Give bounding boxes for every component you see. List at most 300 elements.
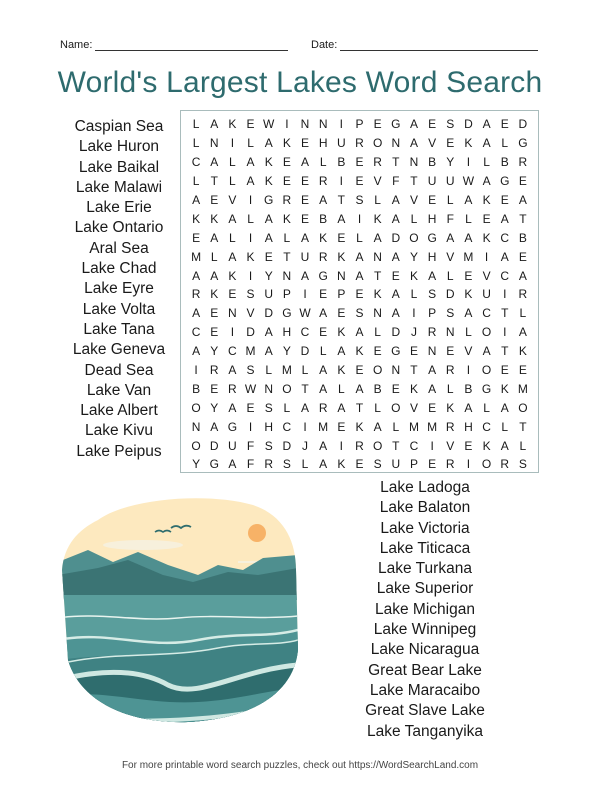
grid-cell[interactable]: M (517, 381, 528, 396)
grid-cell[interactable]: N (391, 363, 401, 378)
grid-cell[interactable]: N (373, 306, 382, 321)
grid-cell[interactable]: A (500, 249, 509, 264)
grid-cell[interactable]: A (319, 381, 328, 396)
grid-cell[interactable]: U (445, 174, 455, 189)
grid-cell[interactable]: E (355, 363, 364, 378)
grid-cell[interactable]: A (301, 155, 310, 170)
grid-cell[interactable]: G (481, 381, 492, 396)
grid-cell[interactable]: A (518, 193, 527, 207)
grid-cell[interactable]: R (318, 249, 328, 264)
grid-cell[interactable]: L (446, 381, 454, 396)
grid-cell[interactable]: C (409, 438, 419, 453)
grid-cell[interactable]: Y (409, 249, 418, 264)
grid-cell[interactable]: D (391, 230, 401, 245)
grid-cell[interactable]: S (518, 457, 527, 472)
grid-cell[interactable]: B (192, 381, 201, 396)
grid-cell[interactable]: E (301, 174, 310, 189)
grid-cell[interactable]: A (210, 155, 219, 170)
grid-cell[interactable]: E (210, 193, 219, 207)
grid-cell[interactable]: E (246, 117, 255, 132)
grid-cell[interactable]: L (519, 438, 527, 453)
grid-cell[interactable]: S (428, 287, 437, 302)
grid-cell[interactable]: I (339, 438, 343, 453)
grid-cell[interactable]: N (318, 117, 328, 132)
grid-cell[interactable]: I (303, 287, 307, 302)
grid-cell[interactable]: T (283, 249, 291, 264)
grid-cell[interactable]: A (500, 211, 509, 226)
grid-cell[interactable]: K (355, 344, 364, 359)
grid-cell[interactable]: B (464, 381, 473, 396)
grid-cell[interactable]: C (500, 268, 510, 283)
grid-cell[interactable]: K (246, 249, 255, 264)
grid-cell[interactable]: L (374, 193, 381, 207)
grid-cell[interactable]: L (229, 155, 236, 170)
grid-cell[interactable]: A (264, 211, 273, 226)
grid-cell[interactable]: O (518, 400, 528, 415)
grid-cell[interactable]: K (482, 230, 491, 245)
grid-cell[interactable]: F (392, 174, 400, 189)
grid-cell[interactable]: E (428, 457, 437, 472)
grid-cell[interactable]: E (337, 230, 346, 245)
grid-cell[interactable]: A (228, 249, 237, 264)
grid-cell[interactable]: A (246, 155, 255, 170)
grid-cell[interactable]: G (500, 174, 510, 189)
grid-cell[interactable]: M (463, 249, 474, 264)
grid-cell[interactable]: J (302, 438, 309, 453)
grid-cell[interactable]: A (464, 230, 473, 245)
grid-cell[interactable]: G (209, 457, 219, 472)
grid-cell[interactable]: R (191, 287, 201, 302)
grid-cell[interactable]: L (192, 174, 200, 189)
grid-cell[interactable]: M (318, 419, 329, 434)
grid-cell[interactable]: M (427, 419, 438, 434)
grid-cell[interactable]: K (464, 287, 473, 302)
grid-cell[interactable]: P (409, 457, 418, 472)
grid-cell[interactable]: U (336, 136, 346, 151)
grid-cell[interactable]: I (248, 193, 253, 207)
grid-cell[interactable]: N (409, 155, 419, 170)
grid-cell[interactable]: I (303, 419, 307, 434)
grid-cell[interactable]: A (373, 230, 382, 245)
grid-cell[interactable]: I (285, 117, 289, 132)
grid-cell[interactable]: O (372, 363, 383, 378)
grid-cell[interactable]: S (446, 117, 455, 132)
grid-cell[interactable]: I (357, 211, 362, 226)
grid-cell[interactable]: L (392, 419, 400, 434)
grid-cell[interactable]: G (391, 344, 401, 359)
grid-cell[interactable]: A (264, 230, 273, 245)
grid-cell[interactable]: A (337, 211, 346, 226)
grid-cell[interactable]: I (503, 325, 507, 340)
grid-cell[interactable]: E (391, 381, 400, 396)
grid-cell[interactable]: R (355, 438, 364, 453)
grid-cell[interactable]: E (355, 287, 364, 302)
grid-cell[interactable]: P (355, 117, 364, 132)
grid-cell[interactable]: A (228, 211, 237, 226)
grid-cell[interactable]: L (465, 325, 472, 340)
grid-cell[interactable]: Y (210, 344, 219, 359)
grid-cell[interactable]: Y (446, 155, 455, 170)
name-field[interactable] (60, 38, 288, 51)
grid-cell[interactable]: S (282, 457, 291, 472)
grid-cell[interactable]: L (374, 325, 381, 340)
grid-cell[interactable]: V (464, 344, 473, 359)
grid-cell[interactable]: A (391, 249, 400, 264)
grid-cell[interactable]: L (247, 136, 254, 151)
grid-cell[interactable]: O (481, 457, 492, 472)
grid-cell[interactable]: N (228, 306, 237, 321)
grid-cell[interactable]: S (264, 400, 273, 415)
grid-cell[interactable]: A (482, 174, 491, 189)
grid-cell[interactable]: A (464, 306, 473, 321)
grid-cell[interactable]: L (301, 363, 309, 378)
grid-cell[interactable]: U (228, 438, 237, 453)
grid-cell[interactable]: A (355, 325, 364, 340)
grid-cell[interactable]: A (228, 400, 237, 415)
grid-cell[interactable]: L (319, 344, 327, 359)
grid-cell[interactable]: A (210, 419, 219, 434)
grid-cell[interactable]: K (409, 268, 418, 283)
grid-cell[interactable]: L (265, 363, 273, 378)
grid-cell[interactable]: A (301, 230, 310, 245)
grid-cell[interactable]: B (337, 155, 346, 170)
grid-cell[interactable]: C (300, 325, 310, 340)
grid-cell[interactable]: A (337, 400, 346, 415)
grid-cell[interactable]: U (264, 287, 274, 302)
grid-cell[interactable]: A (210, 230, 219, 245)
grid-cell[interactable]: H (464, 419, 473, 434)
grid-cell[interactable]: K (409, 381, 418, 396)
grid-cell[interactable]: E (282, 174, 291, 189)
grid-cell[interactable]: R (209, 363, 219, 378)
grid-cell[interactable]: A (500, 400, 509, 415)
grid-cell[interactable]: A (518, 268, 527, 283)
grid-cell[interactable]: A (210, 268, 219, 283)
grid-cell[interactable]: A (355, 249, 364, 264)
grid-cell[interactable]: J (410, 325, 417, 340)
grid-cell[interactable]: L (410, 211, 418, 226)
grid-cell[interactable]: B (373, 381, 382, 396)
grid-cell[interactable]: G (391, 117, 401, 132)
grid-cell[interactable]: N (282, 268, 292, 283)
grid-cell[interactable]: T (392, 438, 400, 453)
grid-cell[interactable]: N (209, 136, 219, 151)
grid-cell[interactable]: B (500, 155, 509, 170)
grid-cell[interactable]: C (191, 325, 201, 340)
grid-cell[interactable]: I (466, 155, 471, 170)
grid-cell[interactable]: G (427, 230, 437, 245)
grid-cell[interactable]: E (500, 117, 509, 132)
date-line[interactable] (340, 38, 538, 51)
grid-cell[interactable]: V (409, 400, 418, 415)
grid-cell[interactable]: K (518, 344, 527, 359)
grid-cell[interactable]: N (391, 136, 401, 151)
grid-cell[interactable]: U (300, 249, 310, 264)
grid-cell[interactable]: A (319, 438, 328, 453)
grid-cell[interactable]: K (373, 287, 382, 302)
grid-cell[interactable]: K (355, 419, 364, 434)
grid-cell[interactable]: K (482, 438, 491, 453)
grid-cell[interactable]: O (191, 400, 201, 415)
grid-cell[interactable]: N (336, 268, 346, 283)
grid-cell[interactable]: E (446, 344, 455, 359)
grid-cell[interactable]: N (300, 117, 310, 132)
grid-cell[interactable]: E (373, 344, 382, 359)
grid-cell[interactable]: K (228, 117, 237, 132)
grid-cell[interactable]: D (246, 325, 255, 340)
grid-cell[interactable]: L (229, 174, 236, 189)
grid-cell[interactable]: L (192, 136, 200, 151)
grid-cell[interactable]: D (518, 117, 528, 132)
grid-cell[interactable]: I (339, 117, 343, 132)
grid-cell[interactable]: E (246, 400, 255, 415)
grid-cell[interactable]: S (246, 363, 255, 378)
grid-cell[interactable]: T (501, 306, 509, 321)
grid-cell[interactable]: A (428, 381, 437, 396)
grid-cell[interactable]: S (246, 287, 255, 302)
grid-cell[interactable]: E (282, 155, 291, 170)
grid-cell[interactable]: I (503, 287, 507, 302)
grid-cell[interactable]: K (464, 136, 473, 151)
grid-cell[interactable]: E (518, 174, 527, 189)
grid-cell[interactable]: L (283, 400, 291, 415)
grid-cell[interactable]: A (464, 193, 473, 207)
grid-cell[interactable]: E (464, 268, 473, 283)
grid-cell[interactable]: L (319, 155, 327, 170)
grid-cell[interactable]: I (430, 438, 434, 453)
grid-cell[interactable]: K (264, 155, 273, 170)
grid-cell[interactable]: E (446, 136, 455, 151)
grid-cell[interactable]: E (192, 230, 201, 245)
grid-cell[interactable]: A (482, 117, 491, 132)
grid-cell[interactable]: R (445, 363, 455, 378)
grid-cell[interactable]: I (230, 136, 235, 151)
grid-cell[interactable]: Y (192, 457, 201, 472)
grid-cell[interactable]: A (391, 211, 400, 226)
grid-cell[interactable]: P (337, 287, 346, 302)
grid-cell[interactable]: A (337, 344, 346, 359)
grid-cell[interactable]: H (318, 136, 328, 151)
grid-cell[interactable]: S (355, 306, 364, 321)
grid-cell[interactable]: L (446, 193, 454, 207)
grid-cell[interactable]: L (192, 117, 200, 132)
grid-cell[interactable]: F (246, 438, 255, 453)
grid-cell[interactable]: K (337, 325, 346, 340)
grid-cell[interactable]: V (446, 438, 455, 453)
grid-cell[interactable]: N (191, 419, 201, 434)
grid-cell[interactable]: E (482, 211, 491, 226)
grid-cell[interactable]: D (464, 117, 473, 132)
word-search-grid[interactable] (180, 110, 539, 473)
grid-cell[interactable]: A (373, 419, 382, 434)
grid-cell[interactable]: V (228, 193, 237, 207)
grid-cell[interactable]: U (427, 174, 437, 189)
grid-cell[interactable]: R (445, 457, 455, 472)
grid-cell[interactable]: N (445, 325, 455, 340)
grid-cell[interactable]: Y (264, 268, 273, 283)
grid-cell[interactable]: T (410, 363, 418, 378)
grid-cell[interactable]: I (466, 457, 471, 472)
grid-cell[interactable]: L (210, 249, 218, 264)
grid-cell[interactable]: D (391, 325, 401, 340)
grid-cell[interactable]: A (301, 268, 310, 283)
grid-cell[interactable]: D (264, 306, 274, 321)
grid-cell[interactable]: V (373, 174, 382, 189)
grid-cell[interactable]: A (319, 363, 328, 378)
grid-cell[interactable]: H (264, 419, 274, 434)
grid-cell[interactable]: A (246, 174, 255, 189)
grid-cell[interactable]: K (282, 211, 291, 226)
grid-cell[interactable]: E (301, 211, 310, 226)
grid-cell[interactable]: C (191, 155, 201, 170)
grid-cell[interactable]: E (355, 174, 364, 189)
grid-cell[interactable]: L (283, 230, 291, 245)
grid-cell[interactable]: T (373, 268, 382, 283)
grid-cell[interactable]: O (481, 363, 492, 378)
grid-cell[interactable]: O (409, 230, 419, 245)
grid-cell[interactable]: W (244, 381, 257, 396)
grid-cell[interactable]: Y (210, 400, 219, 415)
grid-cell[interactable]: A (428, 363, 437, 378)
grid-cell[interactable]: E (228, 287, 237, 302)
grid-cell[interactable]: D (300, 344, 310, 359)
grid-cell[interactable]: A (355, 381, 364, 396)
grid-cell[interactable]: T (337, 193, 345, 207)
grid-cell[interactable]: A (319, 193, 328, 207)
grid-cell[interactable]: C (228, 344, 237, 359)
grid-cell[interactable]: E (319, 287, 328, 302)
grid-cell[interactable]: W (263, 117, 275, 132)
grid-cell[interactable]: D (209, 438, 219, 453)
grid-cell[interactable]: A (192, 344, 201, 359)
grid-cell[interactable]: A (319, 306, 328, 321)
grid-cell[interactable]: L (356, 230, 363, 245)
grid-cell[interactable]: T (519, 211, 527, 226)
grid-cell[interactable]: K (337, 249, 346, 264)
grid-cell[interactable]: H (427, 249, 437, 264)
grid-cell[interactable]: R (518, 155, 528, 170)
grid-cell[interactable]: K (228, 268, 237, 283)
grid-cell[interactable]: A (464, 400, 473, 415)
grid-cell[interactable]: M (245, 344, 256, 359)
grid-cell[interactable]: Y (282, 344, 291, 359)
grid-cell[interactable]: A (428, 268, 437, 283)
grid-cell[interactable]: T (501, 344, 509, 359)
grid-cell[interactable]: R (355, 136, 364, 151)
grid-cell[interactable]: D (445, 287, 455, 302)
grid-cell[interactable]: O (282, 381, 292, 396)
grid-cell[interactable]: T (355, 400, 364, 415)
grid-cell[interactable]: A (518, 325, 527, 340)
grid-cell[interactable]: E (373, 117, 382, 132)
grid-cell[interactable]: E (518, 249, 527, 264)
grid-cell[interactable]: K (210, 287, 219, 302)
grid-cell[interactable]: R (264, 457, 274, 472)
grid-cell[interactable]: N (373, 249, 382, 264)
grid-cell[interactable]: K (500, 381, 509, 396)
grid-cell[interactable]: A (264, 325, 273, 340)
grid-cell[interactable]: W (462, 174, 475, 189)
grid-cell[interactable]: S (355, 193, 364, 207)
grid-cell[interactable]: A (264, 344, 273, 359)
grid-cell[interactable]: I (248, 419, 253, 434)
grid-cell[interactable]: R (318, 400, 328, 415)
grid-cell[interactable]: R (373, 155, 382, 170)
grid-cell[interactable]: A (409, 117, 418, 132)
grid-cell[interactable]: A (192, 193, 201, 207)
grid-cell[interactable]: E (428, 400, 437, 415)
grid-cell[interactable]: D (282, 438, 292, 453)
grid-cell[interactable]: C (500, 230, 510, 245)
grid-cell[interactable]: E (428, 117, 437, 132)
grid-cell[interactable]: E (319, 325, 328, 340)
grid-cell[interactable]: L (501, 419, 509, 434)
grid-cell[interactable]: O (481, 325, 492, 340)
grid-cell[interactable]: K (373, 211, 382, 226)
grid-cell[interactable]: L (483, 155, 490, 170)
grid-cell[interactable]: V (446, 249, 455, 264)
grid-cell[interactable]: E (409, 344, 418, 359)
grid-cell[interactable]: E (301, 193, 310, 207)
grid-cell[interactable]: H (427, 211, 437, 226)
grid-cell[interactable]: U (482, 287, 491, 302)
grid-cell[interactable]: S (446, 306, 455, 321)
grid-cell[interactable]: L (247, 211, 254, 226)
grid-cell[interactable]: A (482, 136, 491, 151)
grid-cell[interactable]: R (445, 419, 455, 434)
grid-cell[interactable]: I (248, 230, 253, 245)
grid-cell[interactable]: A (391, 193, 400, 207)
grid-cell[interactable]: A (228, 457, 237, 472)
grid-cell[interactable]: T (410, 174, 418, 189)
grid-cell[interactable]: E (337, 306, 346, 321)
grid-cell[interactable]: B (518, 230, 527, 245)
grid-cell[interactable]: E (264, 249, 273, 264)
grid-cell[interactable]: A (192, 268, 201, 283)
grid-cell[interactable]: S (264, 438, 273, 453)
grid-cell[interactable]: O (372, 438, 383, 453)
grid-cell[interactable]: A (192, 306, 201, 321)
grid-cell[interactable]: S (373, 457, 382, 472)
grid-cell[interactable]: G (318, 268, 328, 283)
grid-cell[interactable]: R (318, 174, 328, 189)
grid-cell[interactable]: K (482, 193, 491, 207)
grid-cell[interactable]: I (248, 268, 253, 283)
grid-cell[interactable]: G (227, 419, 238, 434)
grid-cell[interactable]: F (446, 211, 454, 226)
grid-cell[interactable]: E (210, 381, 219, 396)
grid-cell[interactable]: T (301, 381, 309, 396)
grid-cell[interactable]: V (428, 136, 437, 151)
date-field[interactable] (311, 38, 538, 51)
grid-cell[interactable]: H (282, 325, 292, 340)
grid-cell[interactable]: I (466, 363, 471, 378)
grid-cell[interactable]: R (228, 381, 237, 396)
grid-cell[interactable]: E (500, 193, 509, 207)
grid-cell[interactable]: E (428, 193, 437, 207)
grid-cell[interactable]: A (391, 287, 400, 302)
grid-cell[interactable]: I (194, 363, 198, 378)
grid-cell[interactable]: E (355, 155, 364, 170)
grid-cell[interactable]: K (446, 400, 455, 415)
grid-cell[interactable]: B (319, 211, 328, 226)
grid-cell[interactable]: C (482, 306, 491, 321)
grid-cell[interactable]: E (355, 457, 364, 472)
grid-cell[interactable]: R (282, 193, 292, 207)
grid-cell[interactable]: L (483, 400, 490, 415)
grid-cell[interactable]: I (412, 306, 416, 321)
grid-cell[interactable]: O (191, 438, 201, 453)
